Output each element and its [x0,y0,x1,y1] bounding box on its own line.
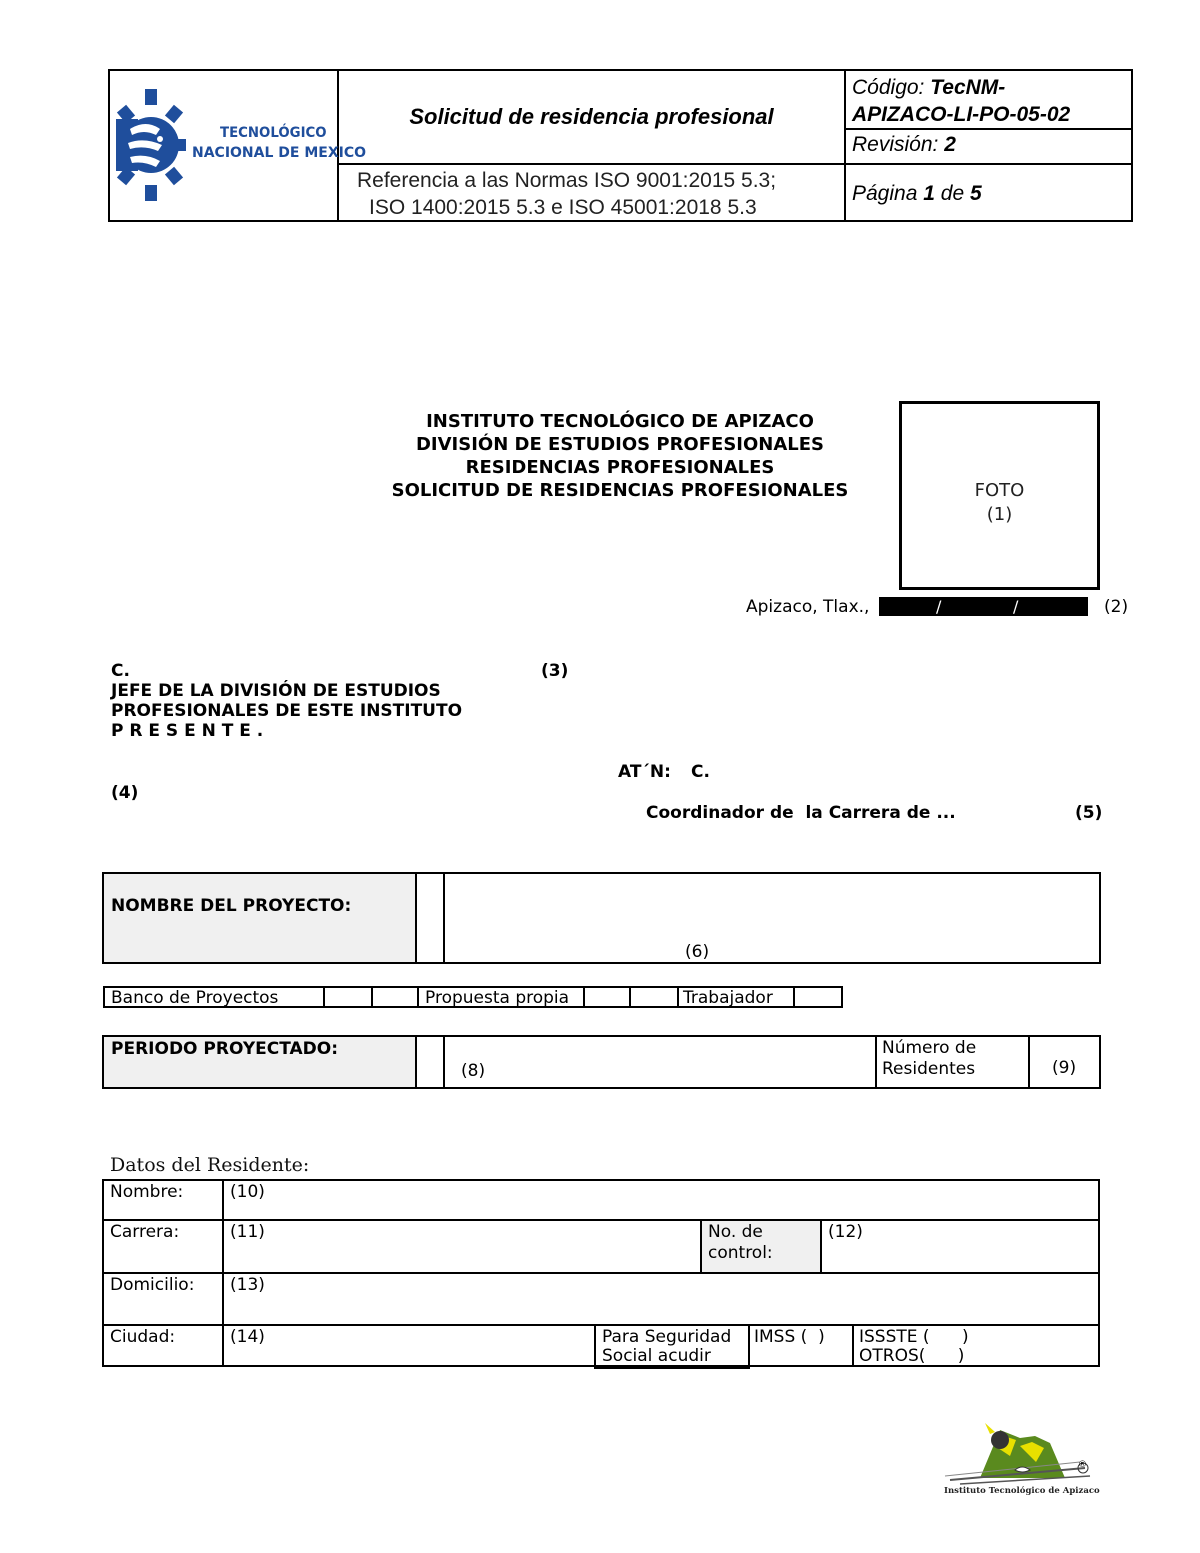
photo-box[interactable] [899,401,1100,590]
control-label-1: No. de [708,1222,763,1242]
ss-label-2: Social acudir [602,1346,711,1366]
resident-section-title: Datos del Residente: [110,1154,310,1176]
option-propuesta-label: Propuesta propia [425,988,570,1008]
issste-otros-option[interactable] [854,1326,1098,1365]
date-ref: (2) [1104,597,1129,617]
issste-label: ISSSTE ( ) [859,1327,969,1347]
career-input[interactable] [224,1221,700,1272]
period-spacer-cell [415,1035,445,1089]
photo-ref: (1) [986,504,1013,525]
project-name-ref: (6) [685,942,710,962]
control-input[interactable] [822,1221,1098,1272]
coordinator-label: Coordinador de la Carrera de ... [646,803,956,823]
name-input[interactable] [224,1181,1098,1219]
photo-label: FOTO [974,480,1025,501]
resident-table [102,1179,1100,1367]
addressee-present: P R E S E N T E . [111,721,264,741]
control-label-2: control: [708,1243,773,1263]
addressee-c: C. [111,661,130,681]
attention-ref-4: (4) [111,783,139,803]
attention-label: AT´N: [618,762,671,782]
option-banco-label: Banco de Proyectos [111,988,279,1008]
tecnm-logo [116,89,367,204]
doc-title [339,71,844,163]
logo-text-2: NACIONAL DE MEXICO [192,145,367,161]
code-label: Código: [852,76,925,99]
residents-label-2: Residentes [882,1059,976,1079]
period-input[interactable] [443,1035,877,1089]
control-ref: (12) [828,1222,863,1242]
form-titles [340,410,900,502]
city-input[interactable] [224,1326,594,1365]
page-total: 5 [969,182,982,205]
revision-value: 2 [944,133,956,156]
imss-option[interactable] [750,1326,854,1365]
page-of: de [940,182,965,205]
date-label: Apizaco, Tlax., [746,597,870,617]
residents-ref: (9) [1052,1058,1077,1078]
coordinator-ref: (5) [1075,803,1103,823]
header-table [108,69,1133,222]
residents-label-cell [875,1035,1030,1089]
date-field[interactable] [879,597,1088,616]
reference-norms [339,165,844,220]
city-label: Ciudad: [110,1327,176,1347]
address-ref: (13) [230,1275,265,1295]
period-ref: (8) [461,1061,486,1081]
ita-logo [940,1418,1100,1503]
addressee-line-2: PROFESIONALES DE ESTE INSTITUTO [111,701,463,721]
page-label: Página [852,182,918,205]
attention-c: C. [691,762,710,782]
option-banco-checkbox[interactable] [325,988,371,1006]
imss-label: IMSS ( ) [754,1327,825,1347]
option-trabajador-label: Trabajador [683,988,773,1008]
residents-input[interactable] [1028,1035,1101,1089]
date-sep-1: / [936,597,942,616]
option-propuesta-checkbox[interactable] [585,988,629,1006]
career-ref: (11) [230,1222,265,1242]
doc-title-text: Solicitud de residencia profesional [409,104,774,129]
control-label-cell [700,1221,822,1272]
ss-label-1: Para Seguridad [602,1327,732,1347]
project-name-label: NOMBRE DEL PROYECTO: [111,896,352,916]
reference-line-1: Referencia a las Normas ISO 9001:2015 5.3; [357,169,777,192]
doc-page [852,182,982,206]
career-label: Carrera: [110,1222,180,1242]
addressee-line-1: JEFE DE LA DIVISIÓN DE ESTUDIOS [111,681,441,701]
name-ref: (10) [230,1182,265,1202]
project-spacer-cell [415,872,445,964]
code-value-1: TecNM- [930,76,1006,99]
project-name-input[interactable] [443,872,1101,964]
doc-code [852,74,1132,128]
period-label: PERIODO PROYECTADO: [111,1039,339,1059]
title-institute: INSTITUTO TECNOLÓGICO DE APIZACO [426,411,814,432]
name-label: Nombre: [110,1182,184,1202]
title-solicitud: SOLICITUD DE RESIDENCIAS PROFESIONALES [391,480,849,501]
code-value-2: APIZACO-LI-PO-05-02 [852,103,1071,126]
city-ref: (14) [230,1327,265,1347]
doc-revision [852,133,956,157]
address-label: Domicilio: [110,1275,195,1295]
reference-line-2: ISO 1400:2015 5.3 e ISO 45001:2018 5.3 [369,196,757,219]
otros-label: OTROS( ) [859,1346,965,1366]
project-name-label-cell [102,872,417,964]
option-trabajador-checkbox[interactable] [795,988,841,1006]
revision-label: Revisión: [852,133,939,156]
page-current: 1 [923,182,935,205]
options-row [103,986,843,1008]
address-input[interactable] [224,1274,1098,1324]
addressee-ref: (3) [541,661,569,681]
date-sep-2: / [1013,597,1019,616]
tecnm-gear-icon [116,89,186,201]
residents-label-1: Número de [882,1038,977,1058]
ita-name: Instituto Tecnológico de Apizaco [944,1486,1100,1496]
logo-text-1: TECNOLÓGICO [220,125,327,141]
social-security-label-cell [594,1326,750,1369]
period-label-cell [102,1035,417,1089]
ita-mountain-icon [940,1418,1100,1488]
title-division: DIVISIÓN DE ESTUDIOS PROFESIONALES [415,434,825,455]
registered-mark: ® [1078,1460,1087,1470]
title-residencias: RESIDENCIAS PROFESIONALES [465,457,775,478]
